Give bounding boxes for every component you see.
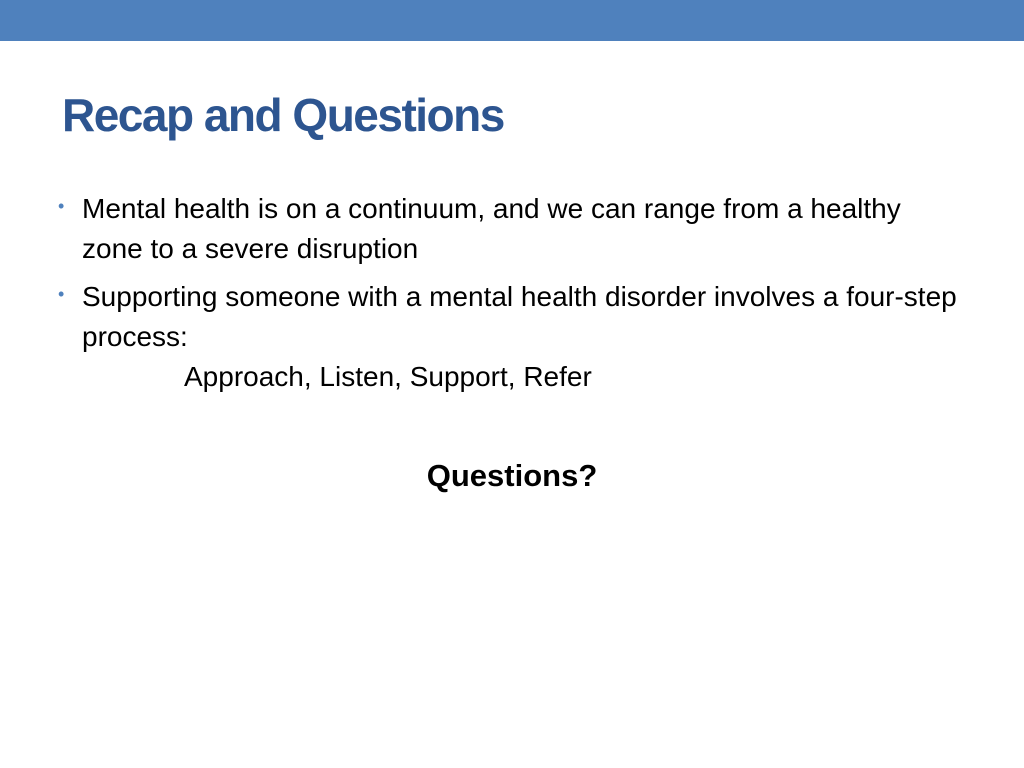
bullet-marker-icon: • [58,196,65,216]
bullet-list [58,189,958,405]
questions-prompt: Questions? [426,458,598,493]
slide-title: Recap and Questions [62,89,504,141]
header-accent-bar [0,0,1024,41]
four-step-list: Approach, Listen, Support, Refer [184,361,592,392]
bullet-text: Mental health is on a continuum, and we can range from a healthy zone to a severe disruption [82,193,901,264]
bullet-marker-icon: • [58,284,65,304]
bullet-item-four-step [58,277,958,397]
bullet-text: Supporting someone with a mental health disorder involves a four-step process: [82,281,957,352]
bullet-item-continuum [58,189,958,269]
